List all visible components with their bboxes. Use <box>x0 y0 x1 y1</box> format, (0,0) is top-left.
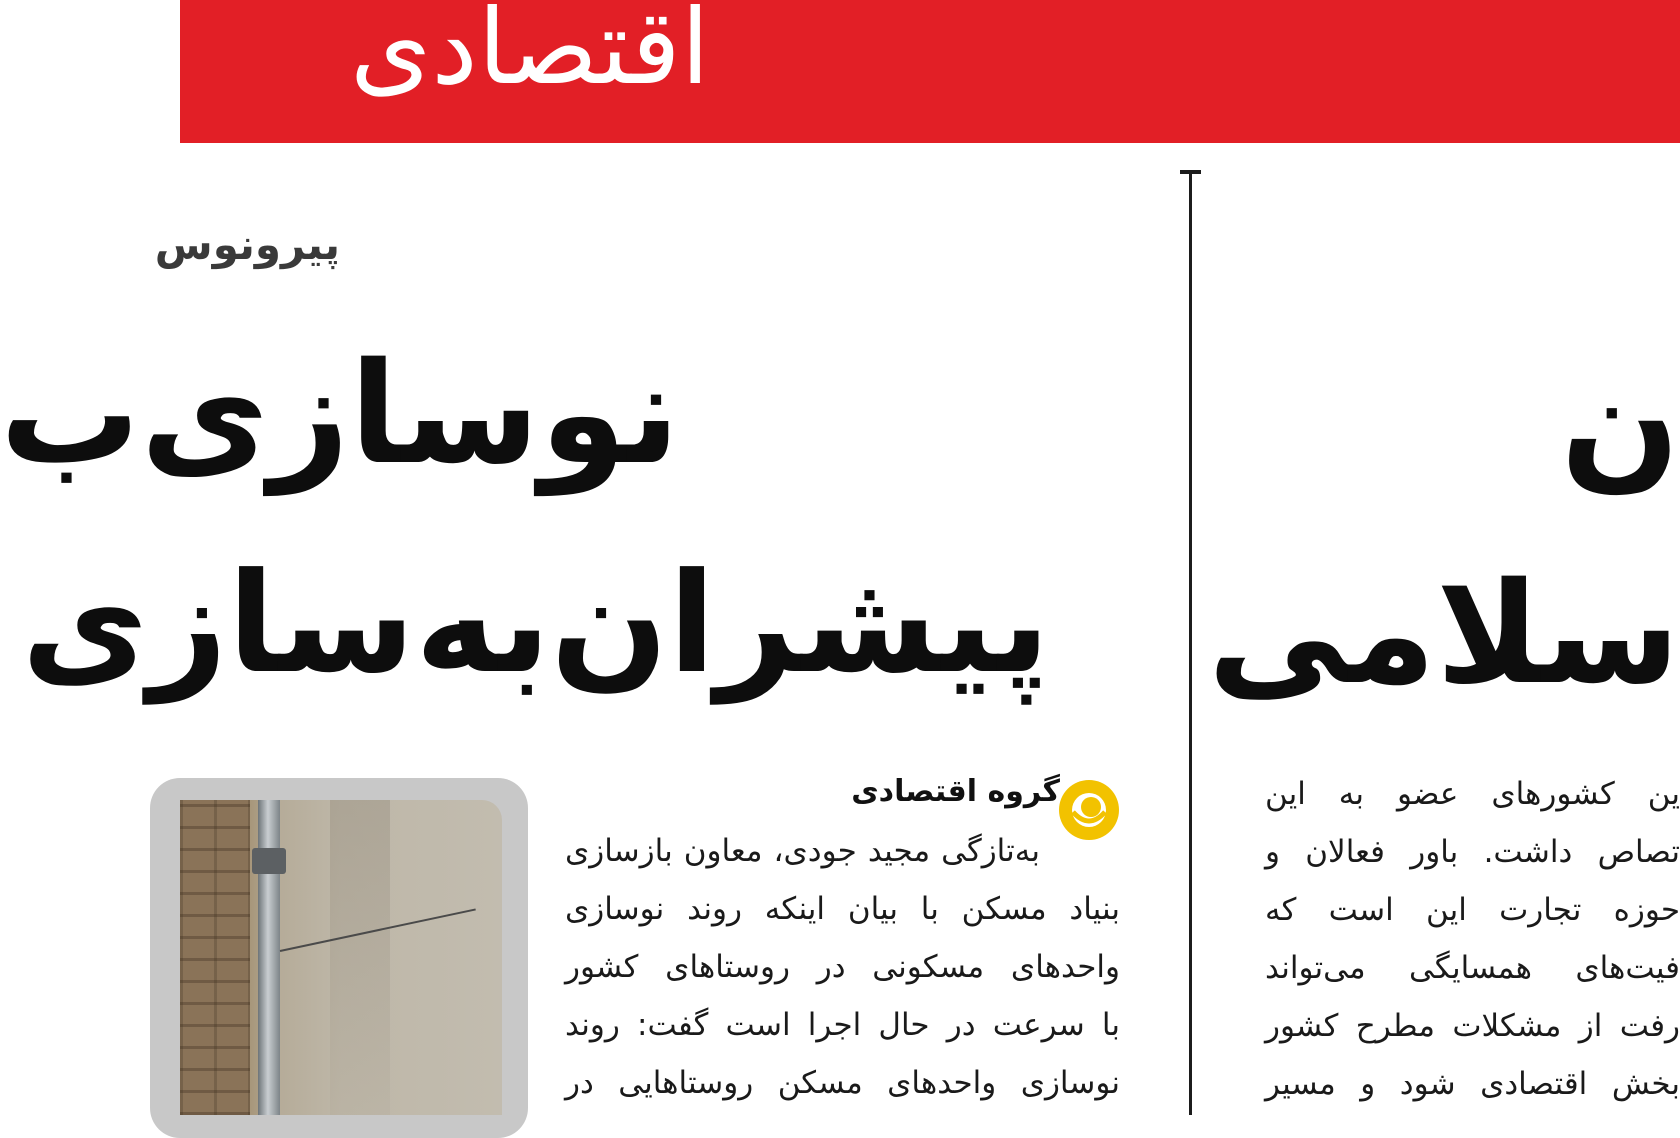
headline-line-2: پیشران‌به‌سازی <box>21 543 1050 704</box>
byline: گروه اقتصادی <box>851 774 1060 809</box>
body-line: به‌تازگی مجید جودی، معاون بازسازی <box>565 833 1040 869</box>
wall-stain <box>330 800 390 1115</box>
body-line: واحدهای مسکونی در روستاهای کشور <box>565 949 1120 985</box>
article-kicker: پیرونوس <box>154 220 340 269</box>
section-title: اقتصادی <box>350 0 710 108</box>
right-body-line: بخش اقتصادی شود و مسیر <box>1265 1066 1680 1102</box>
right-body-line: رفت از مشکلات مطرح کشور <box>1265 1008 1680 1044</box>
publication-logo-icon <box>1057 778 1121 842</box>
pipe-clamp <box>252 848 286 874</box>
body-line: بنیاد مسکن با بیان اینکه روند نوسازی <box>565 891 1120 927</box>
right-body-line: حوزه تجارت این است که <box>1265 892 1680 928</box>
right-body-line: تصاص داشت. باور فعالان و <box>1265 834 1680 870</box>
right-body-line: فیت‌های همسایگی می‌تواند <box>1265 950 1680 986</box>
right-headline-line-2: سلامی <box>1207 553 1680 716</box>
body-line: با سرعت در حال اجرا است گفت: روند <box>565 1007 1120 1043</box>
right-headline-line-1: ن <box>1560 343 1680 506</box>
body-line: نوسازی واحدهای مسکن روستاهایی در <box>565 1065 1120 1101</box>
section-banner <box>180 0 1680 143</box>
right-body-line: ین کشورهای عضو به این <box>1265 776 1680 812</box>
brick-wall <box>180 800 250 1115</box>
article-photo <box>180 800 502 1115</box>
headline-line-1: نوسازی‌ب <box>0 333 680 496</box>
column-divider <box>1189 172 1192 1115</box>
